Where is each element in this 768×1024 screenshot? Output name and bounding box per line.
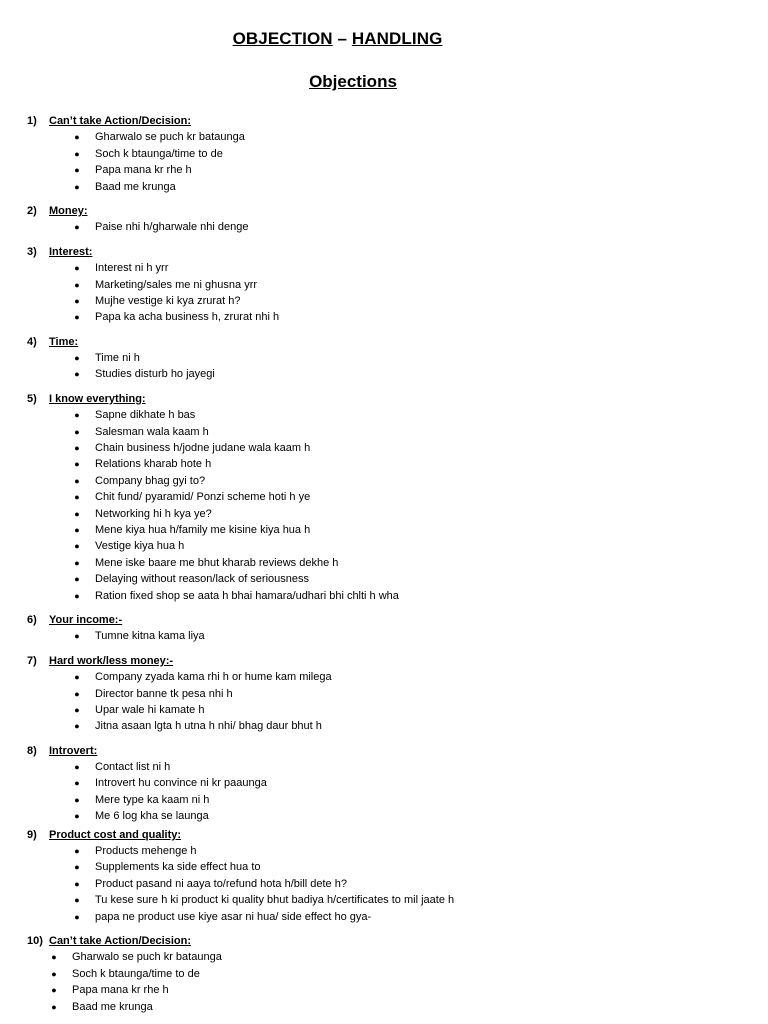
objection-text: Interest ni h yrr xyxy=(95,262,169,275)
section-title: Can’t take Action/Decision: xyxy=(49,115,192,127)
section-heading xyxy=(27,827,747,843)
list-item xyxy=(27,424,747,440)
section-heading xyxy=(27,933,747,949)
bullet-icon: ● xyxy=(74,541,80,552)
objection-text: Chain business h/jodne judane wala kaam h xyxy=(95,442,311,455)
section-title: Time: xyxy=(49,335,79,348)
objection-text: Sapne dikhate h bas xyxy=(95,409,196,422)
objection-text: Gharwalo se puch kr bataunga xyxy=(72,951,222,964)
bullet-icon: ● xyxy=(74,459,80,470)
objection-text: Papa ka acha business h, zrurat nhi h xyxy=(95,311,280,324)
bullet-icon: ● xyxy=(74,353,80,364)
bullet-icon: ● xyxy=(74,762,80,773)
list-item xyxy=(27,366,747,382)
bullet-icon: ● xyxy=(74,911,80,922)
bullet-icon: ● xyxy=(74,165,80,176)
bullet-icon: ● xyxy=(74,574,80,585)
objection-section xyxy=(27,334,747,383)
section-title: Interest: xyxy=(49,245,93,258)
list-item xyxy=(27,555,747,571)
objection-text: Baad me krunga xyxy=(72,1000,153,1013)
objection-list xyxy=(27,669,747,735)
bullet-icon: ● xyxy=(74,369,80,380)
section-heading xyxy=(27,203,747,219)
section-title: Hard work/less money:- xyxy=(49,654,174,667)
objection-text: Mene kiya hua h/family me kisine kiya hua h xyxy=(95,523,311,536)
objection-text: Product pasand ni aaya to/refund hota h/bill dete h? xyxy=(95,877,347,890)
bullet-icon: ● xyxy=(74,672,80,683)
section-title: I know everything: xyxy=(49,392,146,405)
objection-text: Paise nhi h/gharwale nhi denge xyxy=(95,221,249,234)
list-item xyxy=(27,407,747,423)
section-title: Product cost and quality: xyxy=(49,828,182,841)
objection-list xyxy=(27,350,747,383)
list-item xyxy=(27,775,747,791)
bullet-icon: ● xyxy=(74,862,80,873)
list-item xyxy=(27,129,747,145)
bullet-icon: ● xyxy=(74,475,80,486)
bullet-icon: ● xyxy=(74,778,80,789)
list-item xyxy=(27,162,747,178)
list-item xyxy=(27,843,747,859)
objection-text: Chit fund/ pyaramid/ Ponzi scheme hoti h ye xyxy=(95,491,311,504)
section-heading xyxy=(27,334,747,350)
list-item xyxy=(27,146,747,162)
bullet-icon: ● xyxy=(74,312,80,323)
section-number: 9) xyxy=(27,828,37,841)
bullet-icon: ● xyxy=(74,895,80,906)
objection-section xyxy=(27,743,747,825)
bullet-icon: ● xyxy=(74,263,80,274)
section-title: Can’t take Action/Decision: xyxy=(49,934,192,947)
section-heading xyxy=(27,612,747,628)
page-title xyxy=(0,29,675,49)
list-item xyxy=(27,588,747,604)
list-item xyxy=(27,718,747,734)
bullet-icon: ● xyxy=(74,878,80,889)
list-item xyxy=(27,702,747,718)
list-item xyxy=(27,759,747,775)
objection-text: Company zyada kama rhi h or hume kam milega xyxy=(95,671,332,684)
objection-text: Mere type ka kaam ni h xyxy=(95,793,210,806)
list-item xyxy=(27,277,747,293)
bullet-icon: ● xyxy=(74,279,80,290)
title-handling: HANDLING xyxy=(351,29,443,48)
bullet-icon: ● xyxy=(74,794,80,805)
list-item xyxy=(27,506,747,522)
section-title: Introvert: xyxy=(49,744,98,757)
objection-section xyxy=(27,203,747,236)
list-item xyxy=(27,669,747,685)
objection-section xyxy=(27,244,747,326)
objection-text: papa ne product use kiye asar ni hua/ side effect ho gya- xyxy=(95,910,372,923)
objection-text: Delaying without reason/lack of seriousness xyxy=(95,573,310,586)
bullet-icon: ● xyxy=(74,426,80,437)
bullet-icon: ● xyxy=(74,410,80,421)
list-item xyxy=(27,909,747,925)
title-separator: – xyxy=(332,29,352,48)
bullet-icon: ● xyxy=(74,590,80,601)
section-number: 5) xyxy=(27,392,37,405)
bullet-icon: ● xyxy=(74,557,80,568)
objection-text: Relations kharab hote h xyxy=(95,458,212,471)
objection-text: Upar wale hi kamate h xyxy=(95,703,205,716)
objection-text: Studies disturb ho jayegi xyxy=(95,368,215,381)
list-item xyxy=(27,473,747,489)
bullet-icon: ● xyxy=(51,968,57,979)
list-item xyxy=(27,859,747,875)
bullet-icon: ● xyxy=(74,222,80,233)
section-heading xyxy=(27,391,747,407)
list-item xyxy=(27,456,747,472)
section-number: 3) xyxy=(27,245,37,258)
objection-text: Mujhe vestige ki kya zrurat h? xyxy=(95,294,241,307)
objection-list xyxy=(27,949,747,1015)
list-item xyxy=(27,892,747,908)
list-item xyxy=(27,179,747,195)
bullet-icon: ● xyxy=(74,704,80,715)
bullet-icon: ● xyxy=(51,952,57,963)
objection-text: Jitna asaan lgta h utna h nhi/ bhag daur bhut h xyxy=(95,720,322,733)
list-item xyxy=(27,489,747,505)
objection-text: Baad me krunga xyxy=(95,180,176,193)
bullet-icon: ● xyxy=(74,811,80,822)
objection-section xyxy=(27,827,747,925)
bullet-icon: ● xyxy=(74,181,80,192)
section-number: 4) xyxy=(27,335,37,348)
bullet-icon: ● xyxy=(74,492,80,503)
bullet-icon: ● xyxy=(74,846,80,857)
objection-text: Products mehenge h xyxy=(95,845,197,858)
list-item xyxy=(27,522,747,538)
objection-section xyxy=(27,653,747,735)
section-number: 2) xyxy=(27,204,37,217)
objection-text: Contact list ni h xyxy=(95,761,171,774)
objection-text: Soch k btaunga/time to de xyxy=(95,147,223,160)
page-subtitle: Objections xyxy=(309,72,397,91)
objection-text: Networking hi h kya ye? xyxy=(95,507,212,520)
bullet-icon: ● xyxy=(51,1001,57,1012)
objection-section xyxy=(27,113,747,195)
list-item xyxy=(27,999,747,1015)
section-heading xyxy=(27,244,747,260)
objection-list xyxy=(27,628,747,644)
objection-text: Gharwalo se puch kr bataunga xyxy=(95,131,245,144)
objection-section xyxy=(27,612,747,645)
list-item xyxy=(27,571,747,587)
bullet-icon: ● xyxy=(74,721,80,732)
list-item xyxy=(27,792,747,808)
section-title: Your income:- xyxy=(49,613,123,626)
section-heading xyxy=(27,743,747,759)
list-item xyxy=(27,966,747,982)
list-item xyxy=(27,309,747,325)
list-item xyxy=(27,686,747,702)
objection-list xyxy=(27,407,747,604)
objection-text: Time ni h xyxy=(95,352,140,365)
objection-text: Papa mana kr rhe h xyxy=(72,984,169,997)
section-number: 10) xyxy=(27,934,43,947)
list-item xyxy=(27,876,747,892)
bullet-icon: ● xyxy=(74,295,80,306)
objection-text: Me 6 log kha se launga xyxy=(95,810,209,823)
list-item xyxy=(27,293,747,309)
list-item xyxy=(27,350,747,366)
bullet-icon: ● xyxy=(74,132,80,143)
list-item xyxy=(27,982,747,998)
objection-text: Company bhag gyi to? xyxy=(95,474,206,487)
objection-text: Salesman wala kaam h xyxy=(95,425,209,438)
objection-list xyxy=(27,260,747,326)
list-item xyxy=(27,260,747,276)
title-objection: OBJECTION xyxy=(232,29,333,48)
objection-section xyxy=(27,391,747,604)
objection-text: Ration fixed shop se aata h bhai hamara/udhari bhi chlti h wha xyxy=(95,589,399,602)
list-item xyxy=(27,538,747,554)
objection-list xyxy=(27,843,747,925)
bullet-icon: ● xyxy=(74,148,80,159)
list-item xyxy=(27,628,747,644)
bullet-icon: ● xyxy=(74,524,80,535)
objection-section xyxy=(27,933,747,1015)
objection-text: Marketing/sales me ni ghusna yrr xyxy=(95,278,258,291)
section-heading xyxy=(27,113,747,129)
objection-text: Tu kese sure h ki product ki quality bhut badiya h/certificates to mil jaate h xyxy=(95,894,455,907)
section-number: 6) xyxy=(27,613,37,626)
objection-list xyxy=(27,129,747,195)
bullet-icon: ● xyxy=(74,443,80,454)
list-item xyxy=(27,440,747,456)
objection-text: Director banne tk pesa nhi h xyxy=(95,687,233,700)
bullet-icon: ● xyxy=(74,508,80,519)
bullet-icon: ● xyxy=(74,688,80,699)
list-item xyxy=(27,219,747,235)
objection-list xyxy=(27,759,747,825)
objection-sections xyxy=(27,113,747,1015)
section-title: Money: xyxy=(49,204,88,217)
section-number: 7) xyxy=(27,654,37,667)
objection-list xyxy=(27,219,747,235)
section-number: 1) xyxy=(27,115,37,127)
list-item xyxy=(27,808,747,824)
list-item xyxy=(27,949,747,965)
objection-text: Mene iske baare me bhut kharab reviews dekhe h xyxy=(95,556,339,569)
objection-text: Papa mana kr rhe h xyxy=(95,164,192,177)
objection-text: Soch k btaunga/time to de xyxy=(72,967,200,980)
section-number: 8) xyxy=(27,744,37,757)
objection-text: Vestige kiya hua h xyxy=(95,540,185,553)
bullet-icon: ● xyxy=(51,985,57,996)
bullet-icon: ● xyxy=(74,631,80,642)
objection-text: Introvert hu convince ni kr paaunga xyxy=(95,777,267,790)
objection-text: Tumne kitna kama liya xyxy=(95,630,205,643)
section-heading xyxy=(27,653,747,669)
objection-text: Supplements ka side effect hua to xyxy=(95,861,261,874)
